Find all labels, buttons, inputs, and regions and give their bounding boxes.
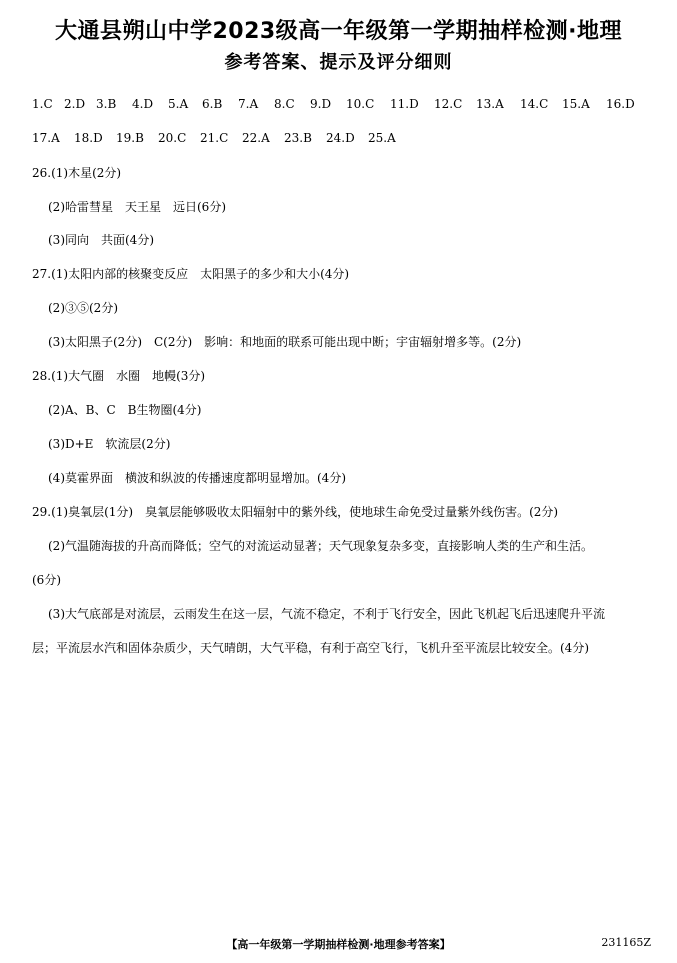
choice-answer: 10.C (346, 97, 375, 111)
q27-part3: (3)太阳黑子(2分) C(2分) 影响：和地面的联系可能出现中断；宇宙辐射增多等。(2分) (48, 335, 522, 349)
choice-answer: 22.A (242, 131, 270, 145)
q26-part1: 26.(1)木星(2分) (32, 166, 122, 180)
q28-part3: (3)D+E 软流层(2分) (48, 437, 171, 451)
choice-answer: 9.D (310, 97, 332, 111)
choice-answer: 23.B (284, 131, 312, 145)
q28-part4: (4)莫霍界面 横波和纵波的传播速度都明显增加。(4分) (48, 471, 346, 485)
choice-answer: 8.C (274, 97, 295, 111)
choice-answer: 13.A (476, 97, 504, 111)
choice-answer: 5.A (168, 97, 189, 111)
document-title: 大通县朔山中学2023级高一年级第一学期抽样检测·地理 (54, 19, 623, 44)
q29-part2-score: (6分) (32, 573, 61, 587)
q28-part1: 28.(1)大气圈 水圈 地幔(3分) (32, 369, 206, 383)
choice-answer: 2.D (64, 97, 86, 111)
choice-answers-row-2 (0, 130, 677, 146)
document-code: 231165Z (601, 936, 651, 949)
q26-part3: (3)同向 共面(4分) (48, 233, 154, 247)
choice-answer: 21.C (200, 131, 229, 145)
choice-answer: 1.C (32, 97, 53, 111)
q27-part2: (2)③⑤(2分) (48, 301, 118, 315)
choice-answer: 14.C (520, 97, 549, 111)
choice-answer: 15.A (562, 97, 590, 111)
q29-part1: 29.(1)臭氧层(1分) 臭氧层能够吸收太阳辐射中的紫外线，使地球生命免受过量紫外线伤害。(2分) (32, 505, 559, 519)
choice-answer: 12.C (434, 97, 463, 111)
q28-part2: (2)A、B、C B生物圈(4分) (48, 403, 202, 417)
choice-answer: 6.B (202, 97, 223, 111)
choice-answer: 7.A (238, 97, 259, 111)
choice-answer: 17.A (32, 131, 60, 145)
q29-part3-cont: 层；平流层水汽和固体杂质少，天气晴朗，大气平稳，有利于高空飞行，飞机升至平流层比较安全。(4分) (32, 641, 590, 655)
q29-part2: (2)气温随海拔的升高而降低；空气的对流运动显著；天气现象复杂多变，直接影响人类的生产和生活。 (48, 539, 594, 553)
choice-answers-row-1 (0, 96, 677, 112)
choice-answer: 20.C (158, 131, 187, 145)
choice-answer: 16.D (606, 97, 635, 111)
choice-answer: 19.B (116, 131, 144, 145)
choice-answer: 3.B (96, 97, 117, 111)
page-footer: 【高一年级第一学期抽样检测·地理参考答案】 (226, 938, 451, 951)
choice-answer: 25.A (368, 131, 396, 145)
document-subtitle: 参考答案、提示及评分细则 (224, 52, 453, 73)
choice-answer: 4.D (132, 97, 154, 111)
choice-answer: 18.D (74, 131, 103, 145)
q26-part2: (2)哈雷彗星 天王星 远日(6分) (48, 200, 226, 214)
q27-part1: 27.(1)太阳内部的核聚变反应 太阳黑子的多少和大小(4分) (32, 267, 350, 281)
choice-answer: 24.D (326, 131, 355, 145)
choice-answer: 11.D (390, 97, 419, 111)
q29-part3: (3)大气底部是对流层，云雨发生在这一层，气流不稳定，不利于飞行安全，因此飞机起飞后迅速爬升平流 (48, 607, 606, 621)
